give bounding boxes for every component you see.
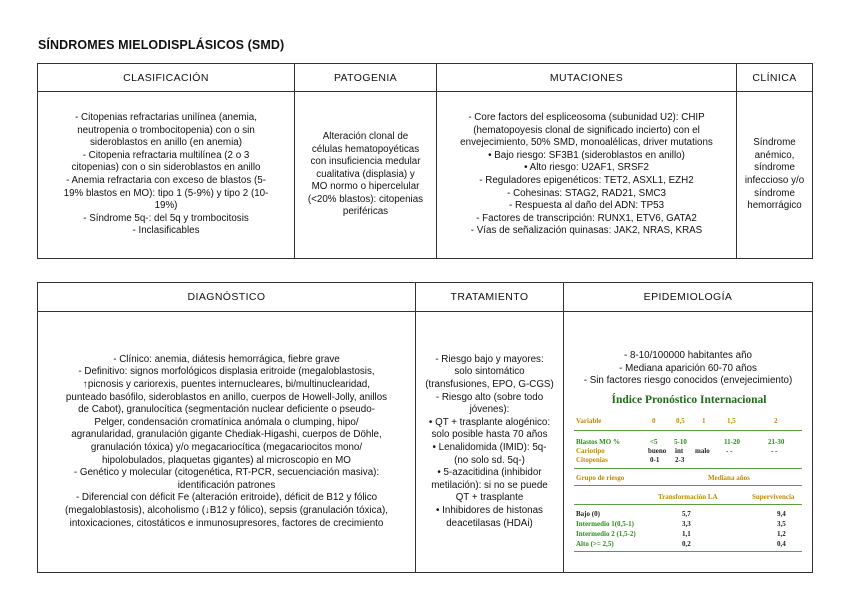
text-line: anémico, xyxy=(754,149,795,161)
text-line: (<20% blastos): citopenias xyxy=(307,193,424,205)
text-line: 19% blastos en MO): tipo 1 (5-9%) y tipo 2 (10- xyxy=(63,187,269,199)
ipi-cell: - - xyxy=(771,447,778,455)
cell-clinica xyxy=(737,92,813,259)
text-line: - Genético y molecular (citogenética, RT-PCR, secuenciación masiva): xyxy=(73,467,380,479)
ipi-group-name: Intermedio 2 (1,5-2) xyxy=(576,530,636,538)
text-line: MO normo o hipercelular xyxy=(311,181,420,193)
ipi-group-survival: 3,5 xyxy=(777,520,786,528)
text-line: infeccioso y/o xyxy=(744,175,805,186)
text-line: QT + trasplante xyxy=(455,492,524,504)
text-line: - Mediana aparición 60-70 años xyxy=(619,362,757,374)
text-line: hemorrágico xyxy=(747,200,802,212)
ipi-cell: 21-30 xyxy=(768,438,785,446)
ipi-divider xyxy=(574,468,802,469)
ipi-group-survival: 0,4 xyxy=(777,540,786,548)
ipi-score: 0 xyxy=(652,417,656,425)
header-clasificacion: CLASIFICACIÓN xyxy=(38,64,295,92)
text-line: - Vías de señalización quinasas: JAK2, NRAS, KRAS xyxy=(470,225,703,237)
ipi-cell: malo xyxy=(695,447,710,455)
ipi-row-label: Cariotipo xyxy=(576,447,605,455)
table1-header-row xyxy=(38,64,813,92)
text-line: jóvenes): xyxy=(469,404,510,416)
text-line: ↑picnosis y cariorexis, puentes internucleares, bi/multinuclearidad, xyxy=(83,379,370,391)
text-line: deacetilasas (HDAi) xyxy=(446,517,533,529)
text-line: - Factores de transcripción: RUNX1, ETV6, GATA2 xyxy=(476,212,697,224)
cell-patogenia xyxy=(295,92,437,259)
ipi-group-transform: 3,3 xyxy=(682,520,691,528)
table2-body-row xyxy=(38,312,813,573)
header-tratamiento: TRATAMIENTO xyxy=(416,283,564,312)
text-line: - Riesgo alto (sobre todo xyxy=(435,391,544,403)
text-line: síndrome xyxy=(754,187,795,199)
header-clinica: CLÍNICA xyxy=(737,64,813,92)
ipi-divider xyxy=(574,551,802,552)
ipi-divider xyxy=(574,485,802,486)
table-diagnosis xyxy=(37,282,813,573)
ipi-group-transform: 5,7 xyxy=(682,510,691,518)
ipi-cell: 11-20 xyxy=(724,438,740,446)
ipi-title: Índice Pronóstico Internacional xyxy=(611,394,767,406)
text-line: Pelger, condensación cromatínica anómala o clumping, hipo/ xyxy=(94,416,359,428)
table2-header-row xyxy=(38,283,813,312)
epidemiologia-text xyxy=(564,350,812,388)
text-line: - 8-10/100000 habitantes año xyxy=(623,350,752,361)
cell-epidemiologia xyxy=(564,312,813,573)
ipi-group-transform: 1,1 xyxy=(682,530,691,538)
text-line: - Inclasificables xyxy=(132,225,200,237)
text-line: • Lenalidomida (IMID): 5q- xyxy=(432,442,547,453)
text-line: síndrome xyxy=(754,162,795,174)
text-line: - Reguladores epigenéticos: TET2, ASXL1, EZH2 xyxy=(479,175,694,186)
text-line: - Cohesinas: STAG2, RAD21, SMC3 xyxy=(507,187,666,199)
text-line: envejecimiento, 50% SMD, monoalélicas, driver mutations xyxy=(460,137,713,149)
ipi-cell: int xyxy=(675,447,684,455)
text-line: - Citopenia refractaria multilínea (2 o 3 xyxy=(82,149,250,161)
text-line: hipolobulados, plaquetas gigantes) al microscopio en MO xyxy=(102,454,351,466)
ipi-score: 1 xyxy=(702,417,706,425)
text-line: Síndrome xyxy=(753,137,796,149)
ipi-cell: 0-1 xyxy=(650,456,660,464)
page-title: SÍNDROMES MIELODISPLÁSICOS (SMD) xyxy=(38,38,285,52)
table1-body-row xyxy=(38,92,813,259)
ipi-row-label: Blastos MO % xyxy=(576,438,620,446)
ipi-figure xyxy=(574,394,804,570)
text-line: solo posible hasta 70 años xyxy=(431,429,548,441)
cell-clasificacion xyxy=(38,92,295,259)
ipi-col-survival: Supervivencia xyxy=(752,493,795,501)
text-line: • QT + trasplante alogénico: xyxy=(428,416,551,428)
text-line: - Respuesta al daño del ADN: TP53 xyxy=(508,200,665,212)
ipi-row-label: Citopenias xyxy=(576,456,608,464)
ipi-cell: 2-3 xyxy=(675,456,685,464)
text-line: - Sin factores riesgo conocidos (envejecimiento) xyxy=(583,375,793,387)
text-line: sideroblastos en anillo (en anemia) xyxy=(90,137,242,149)
text-line: Alteración clonal de xyxy=(322,130,409,142)
text-line: agranularidad, granulación gigante Chediak-Higashi, cuerpos de Döhle, xyxy=(71,429,382,441)
cell-mutaciones xyxy=(437,92,737,259)
ipi-group-name: Bajo (0) xyxy=(576,510,600,518)
text-line: granulación tóxica) y/o megacariocítica (megacariocitos mono/ xyxy=(90,442,363,453)
text-line: - Definitivo: signos morfológicos displasia eritroide (megaloblastosis, xyxy=(78,366,375,378)
text-line: periféricas xyxy=(342,206,389,218)
text-line: neutropenia o trombocitopenia) con o sin xyxy=(77,124,255,136)
text-line: - Diferencial con déficit Fe (alteración eritroide), déficit de B12 y fólico xyxy=(75,492,378,504)
header-diagnostico: DIAGNÓSTICO xyxy=(38,283,416,312)
header-epidemiologia: EPIDEMIOLOGÍA xyxy=(564,283,813,312)
ipi-col-transform: Transformación LA xyxy=(658,493,718,501)
ipi-score: 1,5 xyxy=(727,417,736,425)
table-classification xyxy=(37,63,813,259)
text-line: punteado basófilo, sideroblastos en anillo, cuerpos de Howell-Jolly, anillos xyxy=(65,391,388,403)
header-patogenia: PATOGENIA xyxy=(295,64,437,92)
cell-diagnostico xyxy=(38,312,416,573)
text-line: con insuficiencia medular xyxy=(310,156,421,168)
text-line: - Riesgo bajo y mayores: xyxy=(435,353,544,365)
ipi-divider xyxy=(574,430,802,431)
text-line: cualitativa (displasia) y xyxy=(316,168,415,180)
text-line: células hematopoyéticas xyxy=(311,143,420,155)
text-line: • Inhibidores de histonas xyxy=(436,504,543,516)
ipi-divider xyxy=(574,504,802,505)
ipi-group-name: Intermedio 1(0,5-1) xyxy=(576,520,634,528)
text-line: (hematopoyesis clonal de significado incierto) con el xyxy=(473,124,700,136)
ipi-group-label: Grupo de riesgo xyxy=(576,474,625,482)
ipi-group-transform: 0,2 xyxy=(682,540,691,548)
ipi-score: 2 xyxy=(774,417,778,425)
ipi-group-name: Alto (>= 2,5) xyxy=(576,540,614,548)
text-line: - Anemia refractaria con exceso de blastos (5- xyxy=(66,175,266,186)
ipi-median-label: Mediana años xyxy=(708,474,750,482)
ipi-score: 0,5 xyxy=(676,417,685,425)
cell-tratamiento xyxy=(416,312,564,573)
text-line: identificación patrones xyxy=(177,479,276,491)
ipi-cell: <5 xyxy=(650,438,658,446)
text-line: citopenias) con o sin sideroblastos en anillo xyxy=(71,162,261,174)
text-line: (megaloblastosis), alcoholismo (↓B12 y fólico), sepsis (granulación tóxica), xyxy=(65,504,388,516)
header-mutaciones: MUTACIONES xyxy=(437,64,737,92)
text-line: (no solo sd. 5q-) xyxy=(454,454,525,466)
ipi-cell: - - xyxy=(726,447,733,455)
text-line: - Clínico: anemia, diátesis hemorrágica, fiebre grave xyxy=(113,353,340,365)
ipi-variable-label: Variable xyxy=(576,417,602,425)
text-line: - Core factors del espliceosoma (subunidad U2): CHIP xyxy=(468,112,705,124)
ipi-group-survival: 1,2 xyxy=(777,530,786,538)
text-line: - Síndrome 5q-: del 5q y trombocitosis xyxy=(83,212,249,224)
text-line: 19%) xyxy=(154,200,178,212)
ipi-group-survival: 9,4 xyxy=(777,510,786,518)
text-line: • 5-azacitidina (inhibidor xyxy=(437,467,542,479)
text-line: intoxicaciones, citostáticos e inmunosupresores, factores de crecimiento xyxy=(69,517,384,529)
text-line: - Citopenias refractarias unilínea (anemia, xyxy=(75,112,257,124)
text-line: (transfusiones, EPO, G-CGS) xyxy=(425,379,554,391)
ipi-cell: bueno xyxy=(648,447,667,455)
text-line: • Alto riesgo: U2AF1, SRSF2 xyxy=(524,162,649,174)
text-line: solo sintomático xyxy=(454,366,525,378)
ipi-cell: 5-10 xyxy=(674,438,687,446)
text-line: • Bajo riesgo: SF3B1 (sideroblastos en anillo) xyxy=(488,149,685,161)
text-line: de Cabot), granulocítica (segmentación nuclear deficiente o pseudo- xyxy=(78,404,375,416)
text-line: metilación): si no se puede xyxy=(431,479,548,491)
